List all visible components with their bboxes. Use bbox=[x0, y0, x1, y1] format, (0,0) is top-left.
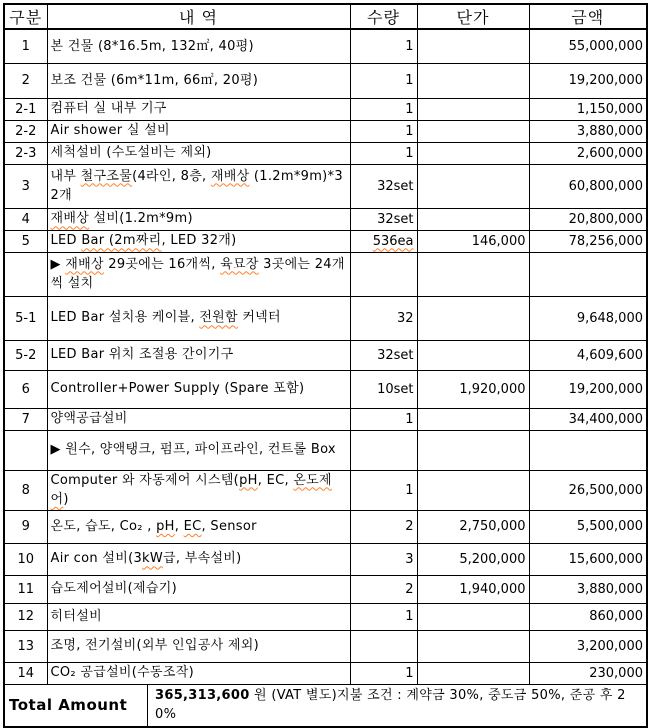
unit-price-cell: 1,940,000 bbox=[417, 575, 529, 603]
unit-price-cell bbox=[417, 662, 529, 684]
unit-price-cell bbox=[417, 63, 529, 98]
amount-cell: 4,609,600 bbox=[529, 340, 647, 370]
unit-price-cell bbox=[417, 164, 529, 208]
quantity-cell: 3 bbox=[350, 543, 417, 575]
description-cell bbox=[47, 510, 350, 543]
quantity-cell: 2 bbox=[350, 575, 417, 603]
spellcheck-underlined-text: 육묘장 bbox=[220, 256, 259, 272]
text-segment: LED Bar 설치용 케이블, bbox=[50, 310, 200, 326]
quantity-cell: 1 bbox=[350, 29, 417, 63]
unit-price-cell bbox=[417, 252, 529, 296]
table-row bbox=[4, 142, 647, 164]
spellcheck-underlined-text: Bar (2m짜리 bbox=[81, 233, 162, 249]
unit-price-cell: 5,200,000 bbox=[417, 543, 529, 575]
table-row bbox=[4, 98, 647, 120]
row-number-cell bbox=[4, 430, 47, 470]
column-header-4: 금액 bbox=[529, 4, 647, 29]
column-header-2: 수량 bbox=[350, 4, 417, 29]
text-segment: 원 (VAT 별도)지불 조건 : 계약금 30%, 중도금 50%, 준공 후 20% bbox=[155, 687, 626, 722]
spellcheck-underlined-text: pH bbox=[239, 472, 258, 488]
table-row bbox=[4, 296, 647, 340]
row-number-cell: 5-1 bbox=[4, 296, 47, 340]
text-segment: Air shower 실 설비 bbox=[50, 123, 170, 139]
text-segment: LED Bar 위치 조절용 간이기구 bbox=[50, 347, 234, 363]
table-row bbox=[4, 29, 647, 63]
text-segment: , LED 32개) bbox=[161, 233, 237, 249]
amount-cell: 19,200,000 bbox=[529, 370, 647, 408]
description-cell bbox=[47, 296, 350, 340]
description-cell bbox=[47, 98, 350, 120]
quantity-cell bbox=[350, 430, 417, 470]
text-segment: 설비(1.2m*9m) bbox=[89, 211, 193, 227]
text-segment: Computer 와 자동제어 시스템( bbox=[50, 472, 240, 488]
row-number-cell: 2-1 bbox=[4, 98, 47, 120]
text-segment: 조명, 전기설비(외부 인입공사 제외) bbox=[50, 638, 259, 654]
amount-cell: 2,600,000 bbox=[529, 142, 647, 164]
quantity-cell: 32set bbox=[350, 340, 417, 370]
quantity-cell bbox=[350, 230, 417, 252]
amount-cell: 3,200,000 bbox=[529, 630, 647, 662]
table-row bbox=[4, 630, 647, 662]
text-segment: LED bbox=[50, 233, 82, 249]
unit-price-cell bbox=[417, 470, 529, 510]
description-cell bbox=[47, 430, 350, 470]
description-cell bbox=[47, 252, 350, 296]
text-segment: 3곳에는 24개씩 설치 bbox=[50, 256, 345, 291]
quantity-cell: 1 bbox=[350, 63, 417, 98]
table-row bbox=[4, 510, 647, 543]
total-amount-value bbox=[148, 685, 646, 726]
total-cell bbox=[4, 684, 647, 727]
text-segment: 온도, 습도, Co₂ , bbox=[50, 518, 157, 534]
description-cell bbox=[47, 603, 350, 630]
amount-cell: 230,000 bbox=[529, 662, 647, 684]
description-cell bbox=[47, 208, 350, 230]
table-row bbox=[4, 370, 647, 408]
description-cell bbox=[47, 120, 350, 142]
spellcheck-underlined-text: kW bbox=[142, 551, 163, 567]
description-cell bbox=[47, 470, 350, 510]
spellcheck-underlined-text: 철구조물 bbox=[80, 168, 133, 184]
table-row bbox=[4, 408, 647, 430]
row-number-cell: 10 bbox=[4, 543, 47, 575]
amount-cell: 60,800,000 bbox=[529, 164, 647, 208]
description-cell bbox=[47, 164, 350, 208]
amount-cell: 20,800,000 bbox=[529, 208, 647, 230]
text-segment: (1.2m*9m)*32개 bbox=[50, 168, 343, 203]
row-number-cell: 9 bbox=[4, 510, 47, 543]
unit-price-cell bbox=[417, 142, 529, 164]
amount-cell: 9,648,000 bbox=[529, 296, 647, 340]
amount-cell: 19,200,000 bbox=[529, 63, 647, 98]
quantity-cell: 1 bbox=[350, 142, 417, 164]
text-segment: 본 건물 (8*16.5m, 132㎡, 40평) bbox=[50, 38, 254, 54]
amount-cell: 3,880,000 bbox=[529, 575, 647, 603]
description-cell bbox=[47, 230, 350, 252]
quantity-cell: 1 bbox=[350, 120, 417, 142]
description-cell bbox=[47, 63, 350, 98]
amount-cell: 78,256,000 bbox=[529, 230, 647, 252]
unit-price-cell: 1,920,000 bbox=[417, 370, 529, 408]
total-amount-label: Total Amount bbox=[5, 685, 148, 726]
unit-price-cell: 146,000 bbox=[417, 230, 529, 252]
description-cell bbox=[47, 575, 350, 603]
amount-cell: 15,600,000 bbox=[529, 543, 647, 575]
text-segment: 컴퓨터 실 내부 기구 bbox=[50, 101, 167, 117]
text-segment: , EC, bbox=[257, 472, 294, 488]
note-row bbox=[4, 252, 647, 296]
unit-price-cell bbox=[417, 408, 529, 430]
text-segment: 29곳에는 16개씩, bbox=[103, 256, 221, 272]
table-row bbox=[4, 543, 647, 575]
text-segment: ▶ 원수, 양액탱크, 펌프, 파이프라인, 컨트롤 Box bbox=[50, 442, 336, 458]
row-number-cell: 11 bbox=[4, 575, 47, 603]
text-segment: (4라인, 8층, bbox=[132, 168, 211, 184]
row-number-cell: 8 bbox=[4, 470, 47, 510]
row-number-cell: 2-2 bbox=[4, 120, 47, 142]
table-row bbox=[4, 575, 647, 603]
row-number-cell: 6 bbox=[4, 370, 47, 408]
spellcheck-underlined-text: 재배상 bbox=[210, 168, 250, 184]
text-segment: Air con 설비(3 bbox=[50, 551, 143, 567]
row-number-cell: 5 bbox=[4, 230, 47, 252]
row-number-cell: 1 bbox=[4, 29, 47, 63]
description-cell bbox=[47, 408, 350, 430]
unit-price-cell bbox=[417, 340, 529, 370]
text-segment: 보조 건물 (6m*11m, 66㎡, 20평) bbox=[50, 72, 259, 88]
table-row bbox=[4, 603, 647, 630]
text-segment: 365,313,600 bbox=[155, 687, 250, 703]
row-number-cell: 12 bbox=[4, 603, 47, 630]
description-cell bbox=[47, 340, 350, 370]
spellcheck-underlined-text: 온도제어 bbox=[50, 472, 332, 507]
column-header-0: 구분 bbox=[4, 4, 47, 29]
amount-cell bbox=[529, 430, 647, 470]
amount-cell: 860,000 bbox=[529, 603, 647, 630]
table-row bbox=[4, 470, 647, 510]
spellcheck-underlined-text: 전원함 bbox=[199, 310, 238, 326]
spellcheck-underlined-text: 재배상 bbox=[65, 256, 104, 272]
quantity-cell bbox=[350, 252, 417, 296]
text-segment: CO₂ 공급설비(수동조작) bbox=[50, 665, 194, 681]
spellcheck-underlined-text: pH bbox=[156, 518, 175, 534]
column-header-1: 내 역 bbox=[47, 4, 350, 29]
unit-price-cell bbox=[417, 98, 529, 120]
quantity-cell: 32 bbox=[350, 296, 417, 340]
description-cell bbox=[47, 630, 350, 662]
quantity-cell: 10set bbox=[350, 370, 417, 408]
note-row bbox=[4, 430, 647, 470]
header-row bbox=[4, 4, 647, 29]
quantity-cell: 32set bbox=[350, 208, 417, 230]
description-cell bbox=[47, 142, 350, 164]
text-segment: 커넥터 bbox=[237, 310, 281, 326]
table-row bbox=[4, 340, 647, 370]
row-number-cell bbox=[4, 252, 47, 296]
quantity-cell: 1 bbox=[350, 603, 417, 630]
quantity-cell: 32set bbox=[350, 164, 417, 208]
amount-cell: 1,150,000 bbox=[529, 98, 647, 120]
spellcheck-underlined-text: 재배상 bbox=[50, 211, 90, 227]
row-number-cell: 3 bbox=[4, 164, 47, 208]
quantity-cell: 2 bbox=[350, 510, 417, 543]
unit-price-cell bbox=[417, 296, 529, 340]
quantity-cell: 1 bbox=[350, 408, 417, 430]
table-row bbox=[4, 230, 647, 252]
text-segment: Controller+Power Supply (Spare 포함) bbox=[50, 381, 305, 397]
unit-price-cell bbox=[417, 29, 529, 63]
row-number-cell: 13 bbox=[4, 630, 47, 662]
unit-price-cell bbox=[417, 120, 529, 142]
amount-cell: 5,500,000 bbox=[529, 510, 647, 543]
amount-cell: 55,000,000 bbox=[529, 29, 647, 63]
table-row bbox=[4, 63, 647, 98]
row-number-cell: 14 bbox=[4, 662, 47, 684]
text-segment: 세척설비 (수도설비는 제외) bbox=[50, 145, 212, 161]
quantity-cell: 1 bbox=[350, 470, 417, 510]
amount-cell: 3,880,000 bbox=[529, 120, 647, 142]
text-segment: 습도제어설비(제습기) bbox=[50, 581, 177, 597]
description-cell bbox=[47, 370, 350, 408]
row-number-cell: 4 bbox=[4, 208, 47, 230]
table-row bbox=[4, 662, 647, 684]
unit-price-cell bbox=[417, 208, 529, 230]
unit-price-cell bbox=[417, 603, 529, 630]
row-number-cell: 7 bbox=[4, 408, 47, 430]
estimate-table bbox=[3, 3, 648, 728]
quantity-cell bbox=[350, 630, 417, 662]
column-header-3: 단가 bbox=[417, 4, 529, 29]
text-segment: 내부 bbox=[50, 168, 81, 184]
row-number-cell: 5-2 bbox=[4, 340, 47, 370]
amount-cell bbox=[529, 252, 647, 296]
amount-cell: 26,500,000 bbox=[529, 470, 647, 510]
description-cell bbox=[47, 662, 350, 684]
spellcheck-underlined-text: 536ea bbox=[372, 233, 414, 249]
text-segment: 양액공급설비 bbox=[50, 411, 128, 427]
description-cell bbox=[47, 543, 350, 575]
text-segment: , Sensor bbox=[201, 518, 257, 534]
table-body bbox=[4, 29, 647, 684]
quantity-cell: 1 bbox=[350, 98, 417, 120]
text-segment: , bbox=[174, 518, 184, 534]
estimate-document bbox=[3, 3, 648, 728]
text-segment: ) bbox=[63, 492, 69, 507]
table-row bbox=[4, 164, 647, 208]
amount-cell: 34,400,000 bbox=[529, 408, 647, 430]
unit-price-cell: 2,750,000 bbox=[417, 510, 529, 543]
row-number-cell: 2-3 bbox=[4, 142, 47, 164]
unit-price-cell bbox=[417, 430, 529, 470]
total-row bbox=[4, 684, 647, 727]
row-number-cell: 2 bbox=[4, 63, 47, 98]
text-segment: 히터설비 bbox=[50, 608, 102, 624]
spellcheck-underlined-text: EC bbox=[183, 518, 202, 534]
table-row bbox=[4, 120, 647, 142]
description-cell bbox=[47, 29, 350, 63]
unit-price-cell bbox=[417, 630, 529, 662]
text-segment: 급, 부속설비) bbox=[163, 551, 242, 567]
text-segment: ▶ bbox=[50, 256, 66, 272]
quantity-cell: 1 bbox=[350, 662, 417, 684]
table-row bbox=[4, 208, 647, 230]
